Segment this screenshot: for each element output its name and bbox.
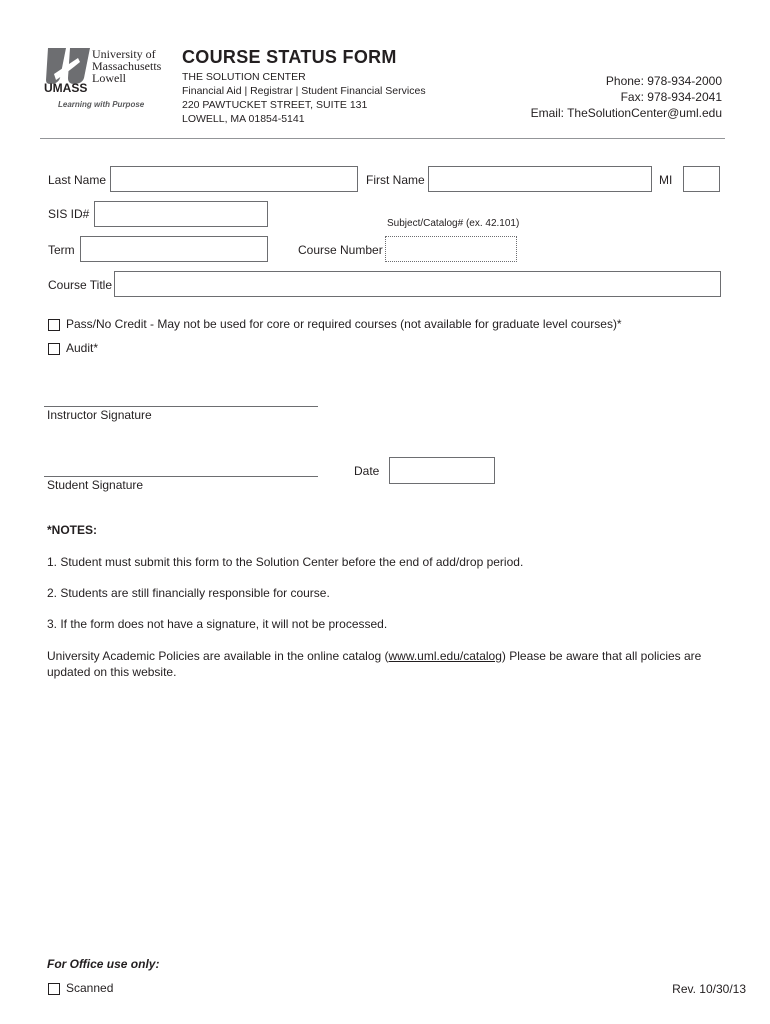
student-signature-line[interactable] xyxy=(44,476,318,477)
office-use-heading: For Office use only: xyxy=(47,957,160,971)
office-city: LOWELL, MA 01854-5141 xyxy=(182,113,305,125)
scanned-label: Scanned xyxy=(66,981,114,995)
instructor-signature-line[interactable] xyxy=(44,406,318,407)
umass-monogram-icon xyxy=(44,46,92,86)
audit-label: Audit* xyxy=(66,341,99,355)
contact-fax: Fax: 978-934-2041 xyxy=(620,90,722,104)
scanned-checkbox[interactable] xyxy=(48,983,60,995)
notes-heading: *NOTES: xyxy=(47,523,98,537)
mi-field[interactable] xyxy=(683,166,720,192)
first-name-label: First Name xyxy=(366,173,425,187)
course-title-field[interactable] xyxy=(114,271,721,297)
umass-logo xyxy=(44,46,174,112)
first-name-field[interactable] xyxy=(428,166,652,192)
date-label: Date xyxy=(354,464,380,478)
note-item-1: 1. Student must submit this form to the Solution Center before the end of add/drop period. xyxy=(47,555,524,569)
logo-university-line1: University of xyxy=(92,47,156,61)
course-number-label: Course Number xyxy=(298,243,383,257)
logo-tagline: Learning with Purpose xyxy=(58,100,145,109)
page-title: COURSE STATUS FORM xyxy=(182,47,397,67)
last-name-label: Last Name xyxy=(48,173,107,187)
contact-email: Email: TheSolutionCenter@uml.edu xyxy=(530,106,722,120)
note-item-2: 2. Students are still financially responsible for course. xyxy=(47,586,330,600)
student-signature-label: Student Signature xyxy=(47,478,144,492)
audit-checkbox[interactable] xyxy=(48,343,60,355)
office-departments: Financial Aid | Registrar | Student Financial Services xyxy=(182,85,426,97)
pass-no-credit-checkbox[interactable] xyxy=(48,319,60,331)
contact-phone: Phone: 978-934-2000 xyxy=(605,74,722,88)
mi-label: MI xyxy=(659,173,673,187)
policy-note xyxy=(47,648,707,680)
logo-university-line2: Massachusetts xyxy=(92,59,162,73)
date-field[interactable] xyxy=(389,457,495,484)
sis-id-label: SIS ID# xyxy=(48,207,90,221)
term-label: Term xyxy=(48,243,75,257)
last-name-field[interactable] xyxy=(110,166,358,192)
contact-block xyxy=(462,73,722,121)
office-name: THE SOLUTION CENTER xyxy=(182,71,306,83)
policy-text-after: ) Please be aware that all policies are updated on this website. xyxy=(47,649,702,679)
note-item-3: 3. If the form does not have a signature, it will not be processed. xyxy=(47,617,388,631)
policy-text-before: University Academic Policies are available in the online catalog ( xyxy=(47,649,389,663)
pass-no-credit-label: Pass/No Credit - May not be used for core or required courses (not available for graduate level courses)* xyxy=(66,317,622,331)
catalog-link[interactable]: www.uml.edu/catalog xyxy=(388,649,502,663)
course-number-field[interactable] xyxy=(385,236,517,262)
course-title-label: Course Title xyxy=(48,278,113,292)
logo-campus: Lowell xyxy=(92,71,126,85)
header-divider xyxy=(40,138,725,139)
term-field[interactable] xyxy=(80,236,268,262)
revision-label: Rev. 10/30/13 xyxy=(672,982,746,996)
office-street: 220 PAWTUCKET STREET, SUITE 131 xyxy=(182,99,368,111)
subject-catalog-hint: Subject/Catalog# (ex. 42.101) xyxy=(387,218,520,229)
sis-id-field[interactable] xyxy=(94,201,268,227)
logo-brand: UMASS xyxy=(44,81,88,95)
instructor-signature-label: Instructor Signature xyxy=(47,408,152,422)
